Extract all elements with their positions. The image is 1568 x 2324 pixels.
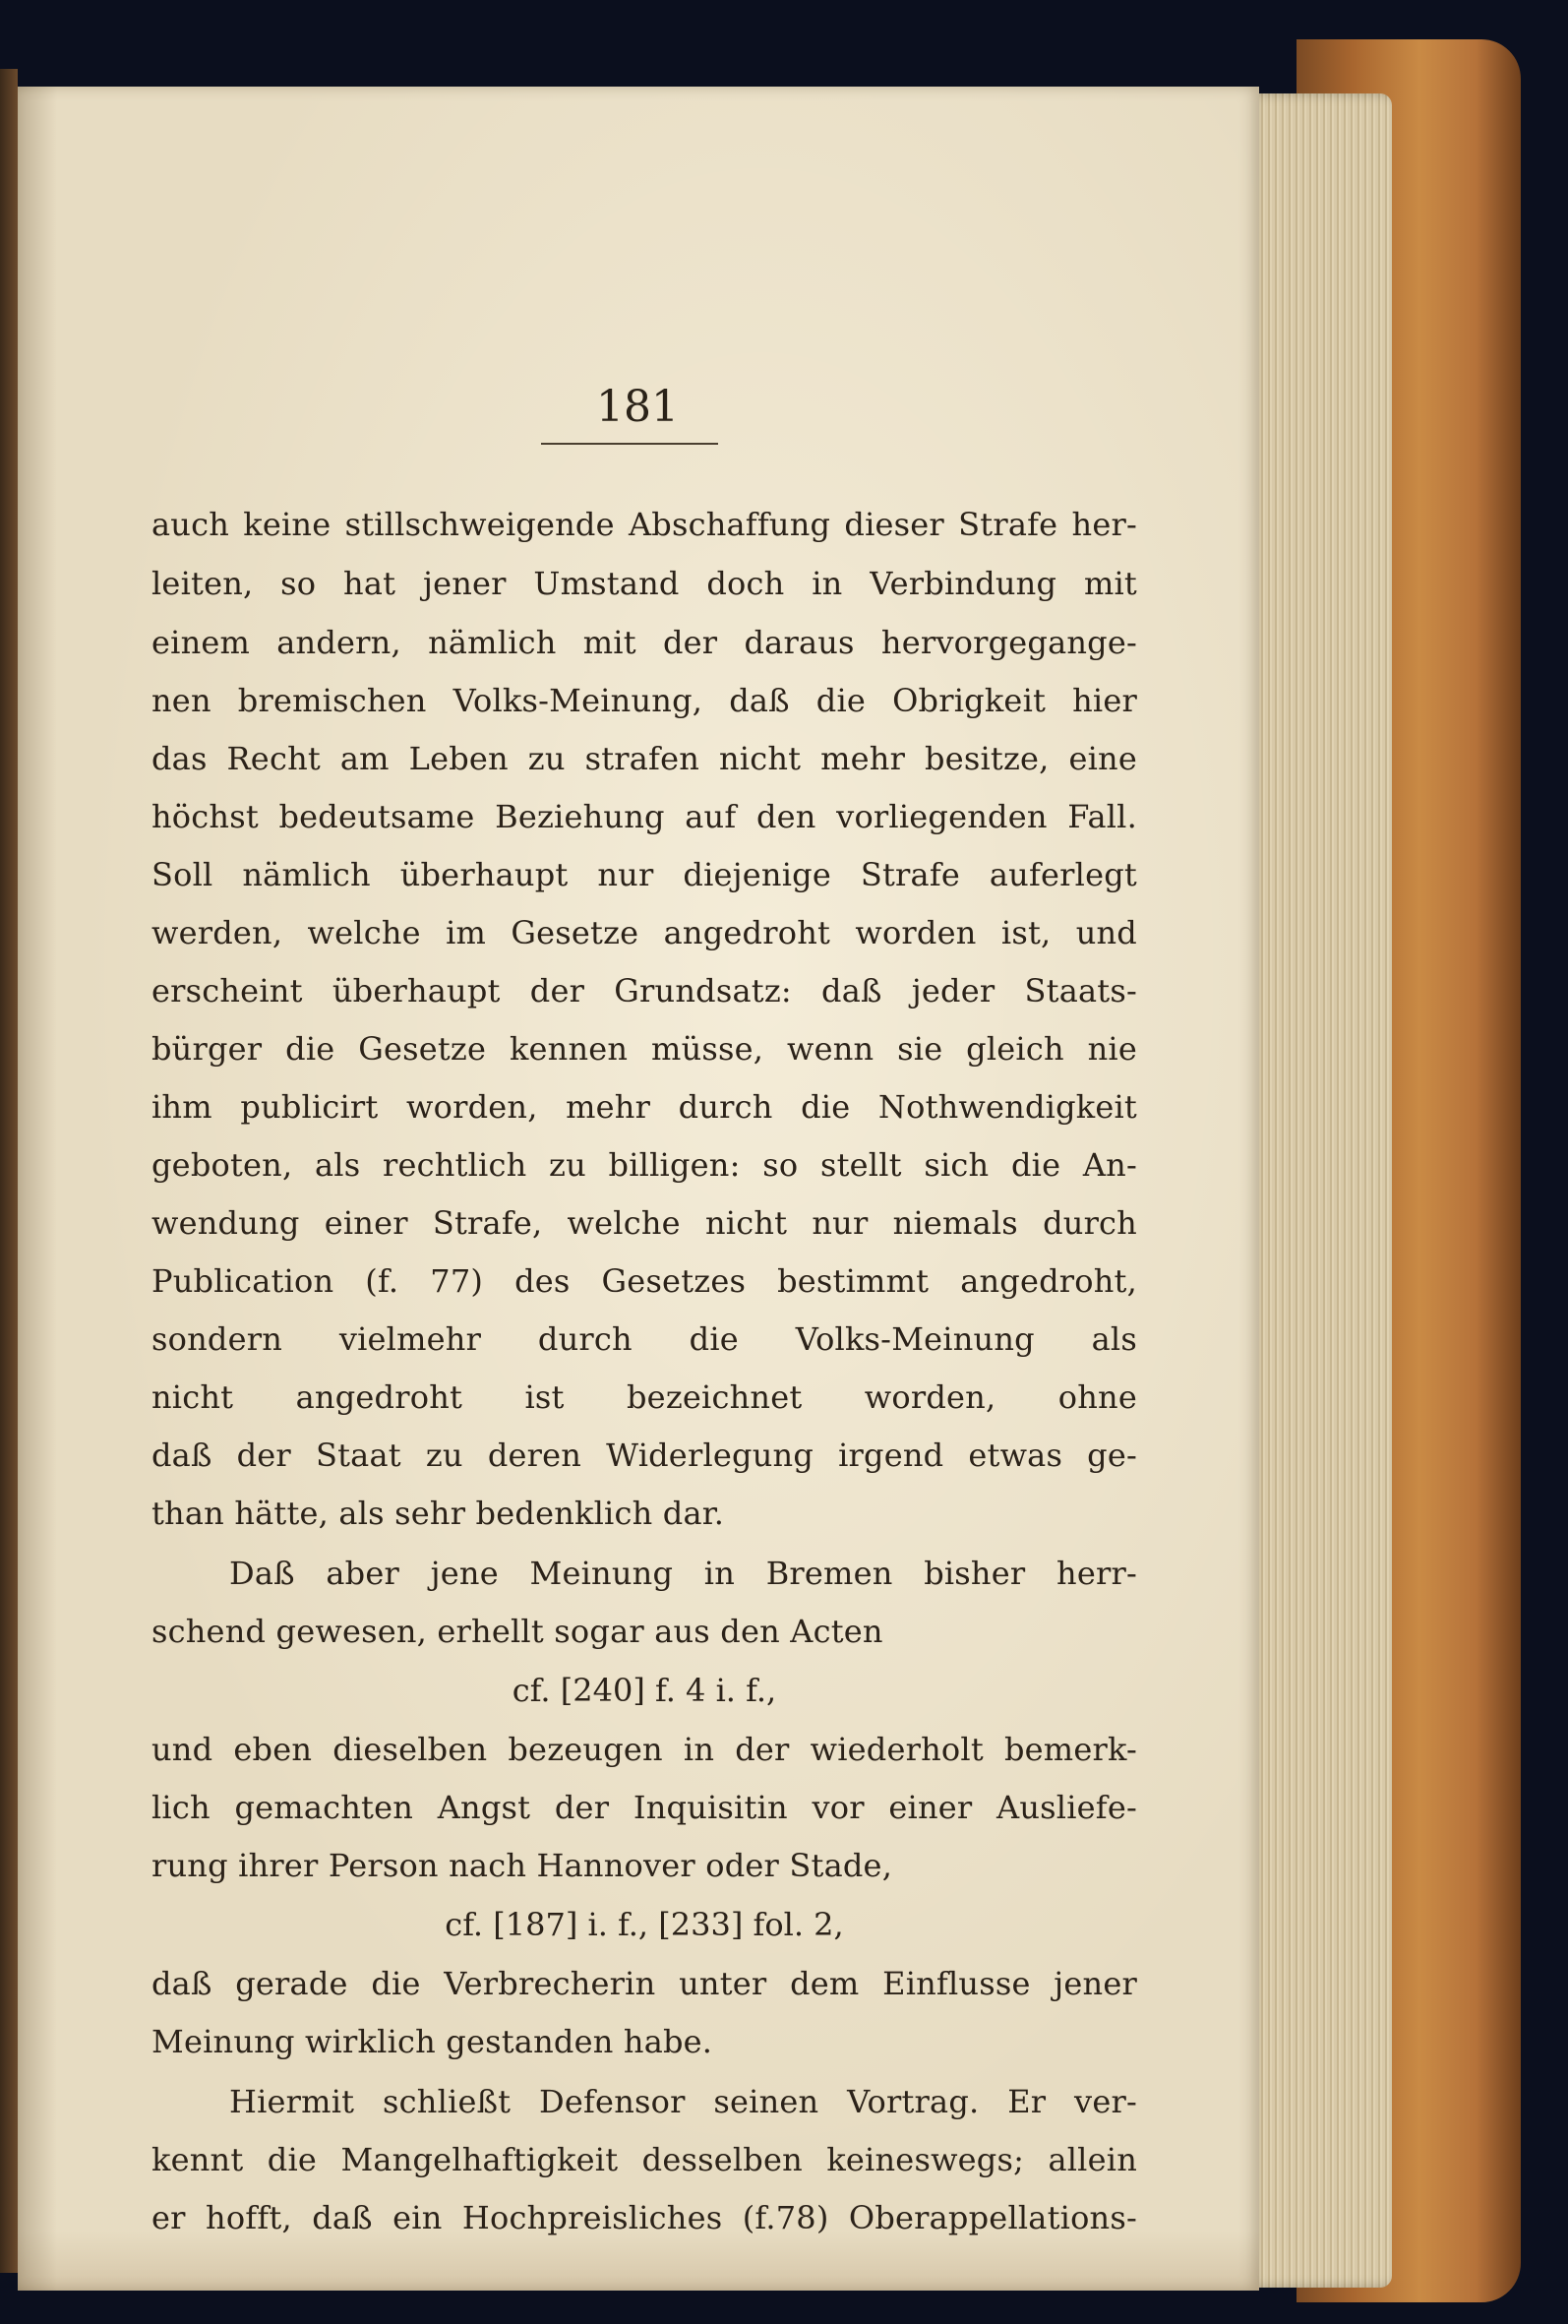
text-line: Daß aber jene Meinung in Bremen bisher herr- [229, 1555, 1137, 1592]
text-line: bürger die Gesetze kennen müsse, wenn sie gleich nie [151, 1030, 1137, 1068]
text-line: Publication (f. 77) des Gesetzes bestimmt angedroht, [151, 1262, 1137, 1300]
text-line: auch keine stillschweigende Abschaffung dieser Strafe her- [151, 506, 1137, 543]
text-line: daß der Staat zu deren Widerlegung irgend etwas ge- [151, 1437, 1137, 1474]
text-line: er hofft, daß ein Hochpreisliches (f.78) Oberappellations- [151, 2199, 1137, 2236]
text-line: höchst bedeutsame Beziehung auf den vorliegenden Fall. [151, 798, 1137, 835]
text-line: schend gewesen, erhellt sogar aus den Acten [151, 1613, 883, 1650]
text-line: einem andern, nämlich mit der daraus hervorgegange- [151, 624, 1137, 661]
text-line: sondern vielmehr durch die Volks-Meinung als [151, 1320, 1137, 1358]
text-line: Soll nämlich überhaupt nur diejenige Strafe auferlegt [151, 856, 1137, 893]
text-line: Hiermit schließt Defensor seinen Vortrag. Er ver- [229, 2083, 1137, 2120]
book-cover-left [0, 69, 18, 2273]
text-line: than hätte, als sehr bedenklich dar. [151, 1495, 725, 1532]
text-line: kennt die Mangelhaftigkeit desselben keineswegs; allein [151, 2141, 1137, 2178]
citation-line: cf. [240] f. 4 i. f., [512, 1672, 777, 1709]
text-line: werden, welche im Gesetze angedroht worden ist, und [151, 914, 1137, 951]
text-line: und eben dieselben bezeugen in der wiederholt bemerk- [151, 1731, 1137, 1768]
text-line: ihm publicirt worden, mehr durch die Nothwendigkeit [151, 1088, 1137, 1126]
text-line: wendung einer Strafe, welche nicht nur niemals durch [151, 1204, 1137, 1242]
text-line: daß gerade die Verbrecherin unter dem Einflusse jener [151, 1965, 1137, 2002]
text-line: rung ihrer Person nach Hannover oder Stade, [151, 1847, 893, 1884]
text-line: lich gemachten Angst der Inquisitin vor einer Ausliefe- [151, 1789, 1137, 1826]
text-line: nicht angedroht ist bezeichnet worden, ohne [151, 1378, 1137, 1416]
book-page [18, 87, 1259, 2291]
text-line: das Recht am Leben zu strafen nicht mehr besitze, eine [151, 740, 1137, 777]
text-line: Meinung wirklich gestanden habe. [151, 2023, 713, 2060]
page-edges [1244, 93, 1392, 2288]
text-line: nen bremischen Volks-Meinung, daß die Obrigkeit hier [151, 682, 1137, 719]
citation-line: cf. [187] i. f., [233] fol. 2, [445, 1906, 844, 1943]
page-number: 181 [596, 382, 679, 432]
text-line: geboten, als rechtlich zu billigen: so stellt sich die An- [151, 1146, 1137, 1184]
text-line: erscheint überhaupt der Grundsatz: daß jeder Staats- [151, 972, 1137, 1009]
page-number-rule [541, 443, 718, 445]
text-line: leiten, so hat jener Umstand doch in Verbindung mit [151, 565, 1137, 602]
